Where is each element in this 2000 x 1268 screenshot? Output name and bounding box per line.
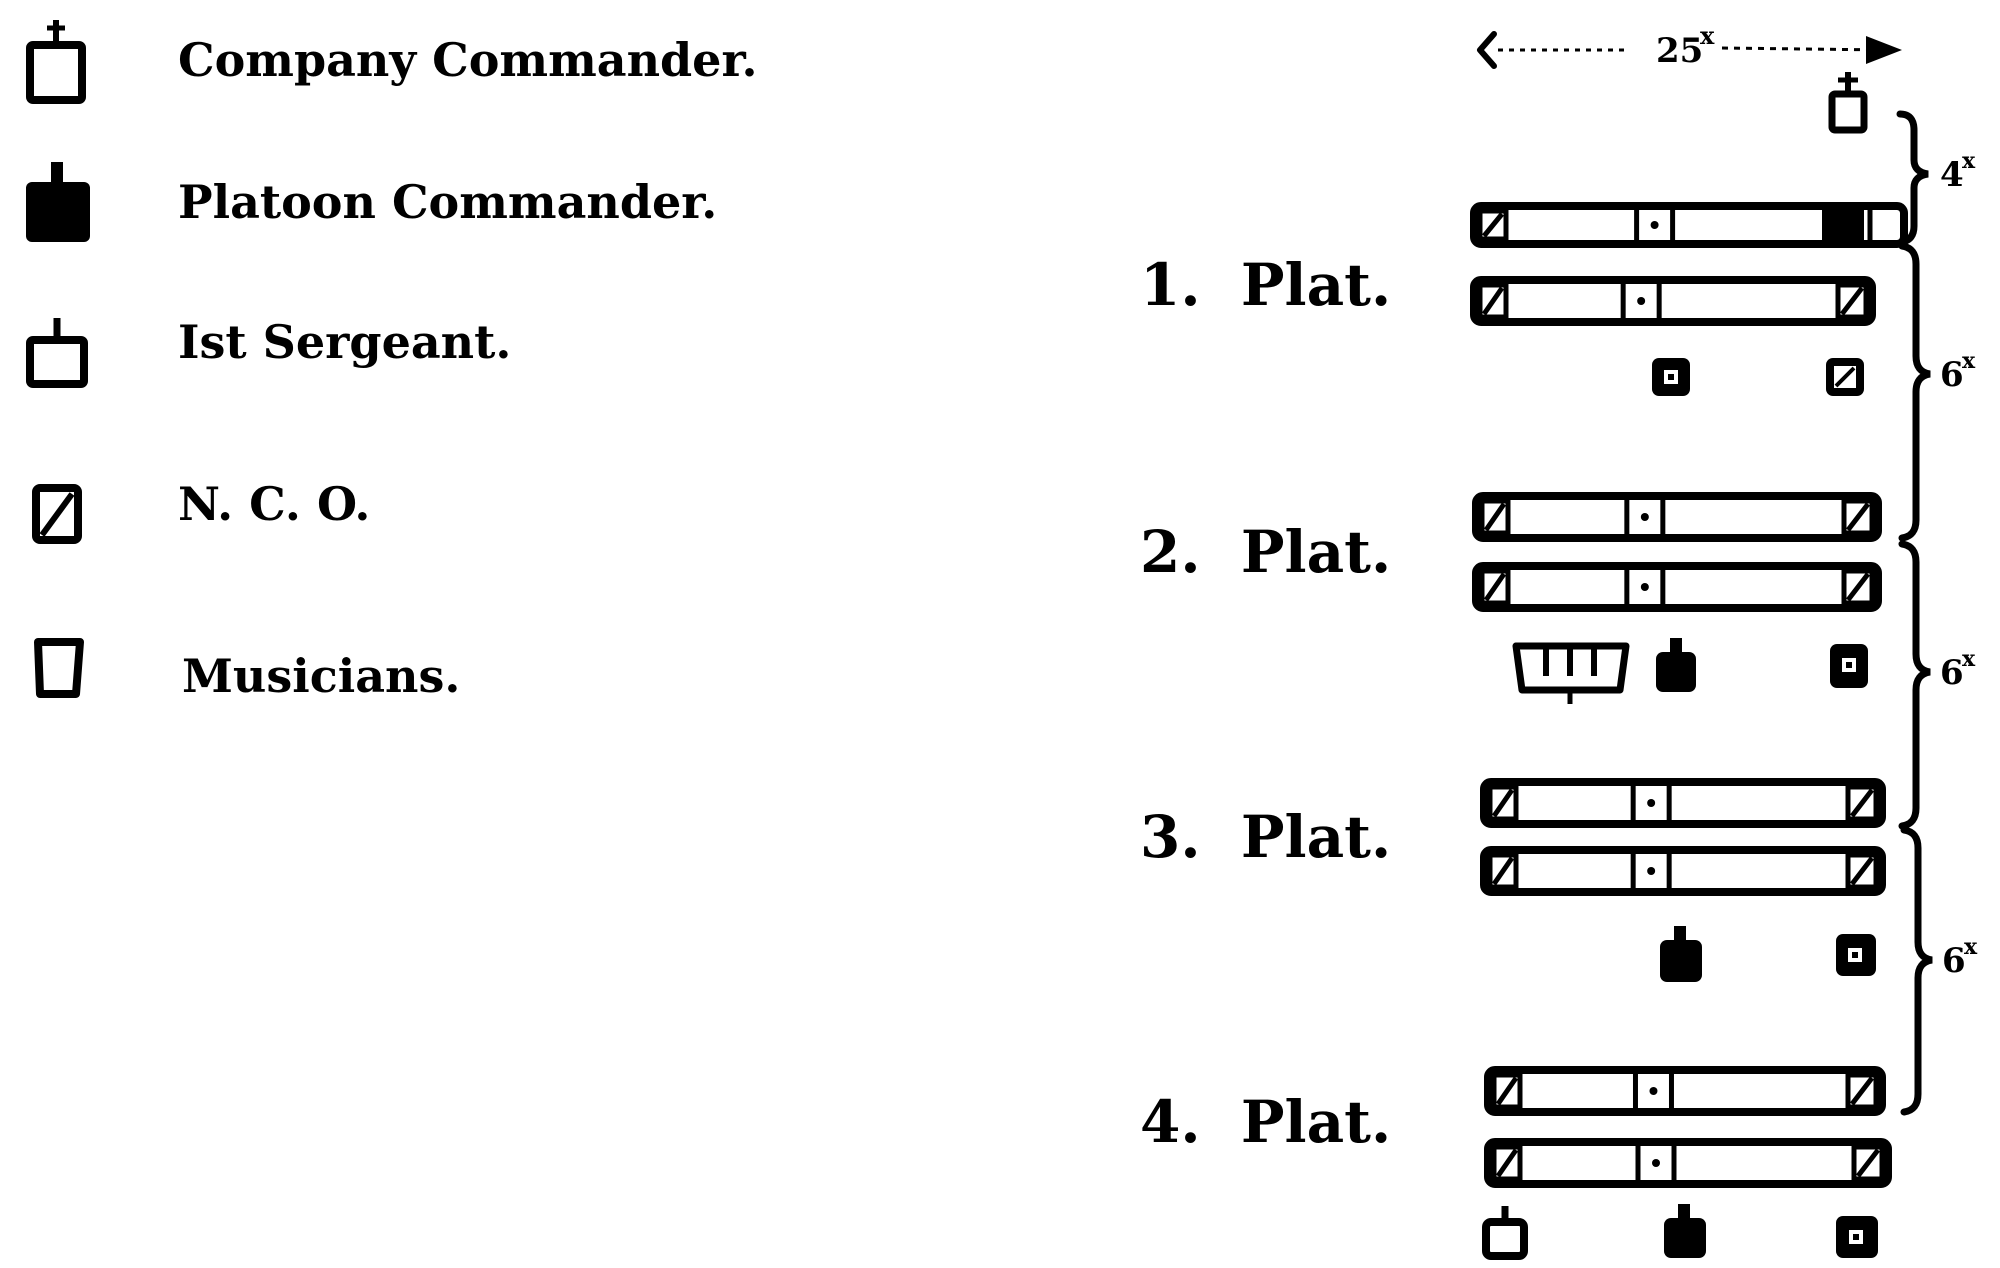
rank-right-commander-marker: [1822, 206, 1870, 244]
frontage-unit: x: [1700, 21, 1715, 50]
platoon-commander-marker: [1664, 1204, 1706, 1258]
rank-left-nco-marker: [1482, 571, 1508, 603]
rank-line: [1484, 850, 1882, 892]
rank-line: [1476, 566, 1878, 608]
legend-label-nco: N. C. O.: [178, 477, 371, 531]
platoon-label-2: 2. Plat.: [1140, 518, 1392, 586]
distance-unit-2: x: [1962, 348, 1976, 374]
rank-line: [1484, 782, 1882, 824]
rank-left-nco-marker: [1490, 787, 1516, 819]
first-sergeant-marker: [1830, 644, 1868, 688]
distance-value-3: 6: [1940, 653, 1964, 693]
distance-unit-3: x: [1962, 646, 1976, 672]
first-sergeant-marker: [1836, 934, 1876, 976]
company-commander-marker: [1832, 72, 1864, 130]
distance-braces: [1900, 114, 1978, 1112]
distance-brace-2: [1902, 246, 1930, 538]
distance-value-2: 6: [1940, 355, 1964, 395]
platoon-label-1: 1. Plat.: [1140, 251, 1392, 319]
rank-left-nco-marker: [1482, 501, 1508, 533]
rank-right-nco-marker: [1844, 501, 1872, 533]
frontage-arrow-right-line: [1722, 48, 1888, 50]
legend-label-first-sergeant: Ist Sergeant.: [178, 315, 512, 369]
nco-marker: [1826, 358, 1864, 396]
rank-left-nco-marker: [1494, 1075, 1520, 1107]
musicians-group-icon: [1516, 646, 1626, 704]
rank-left-nco-marker: [1490, 855, 1516, 887]
rank-center-guide-marker: [1638, 1142, 1674, 1184]
legend-label-company-commander: Company Commander.: [178, 33, 758, 87]
rank-right-nco-marker: [1848, 787, 1876, 819]
rank-left-nco-marker: [1480, 211, 1506, 239]
first-sergeant-marker: [1486, 1206, 1524, 1256]
legend-label-platoon-commander: Platoon Commander.: [178, 175, 718, 229]
first-sergeant-icon: [30, 318, 84, 384]
rank-right-nco-marker: [1854, 1147, 1882, 1179]
frontage-label: 25: [1656, 31, 1704, 71]
rank-right-nco-marker: [1844, 571, 1872, 603]
distance-unit-1: x: [1962, 148, 1976, 174]
rank-center-guide-marker: [1623, 280, 1659, 322]
legend-label-musicians: Musicians.: [182, 649, 461, 703]
distance-brace-4: [1904, 830, 1932, 1112]
musician-icon: [38, 642, 80, 694]
rank-center-guide-marker: [1627, 496, 1663, 538]
first-sergeant-marker: [1836, 1216, 1878, 1258]
rank-line: [1474, 206, 1904, 244]
rank-line: [1488, 1142, 1888, 1184]
distance-value-4: 6: [1942, 941, 1966, 981]
rank-center-guide-marker: [1637, 206, 1673, 244]
rank-line: [1474, 280, 1872, 322]
distance-value-1: 4: [1940, 155, 1964, 195]
legend: [26, 20, 757, 703]
platoon-ranks: [1474, 206, 1904, 1184]
rank-center-guide-marker: [1635, 1070, 1671, 1112]
platoon-commander-marker: [1660, 926, 1702, 982]
frontage-dimension: [1480, 21, 1902, 71]
nco-icon: [36, 488, 78, 540]
rank-line: [1488, 1070, 1882, 1112]
platoon-commander-icon: [26, 162, 90, 242]
rank-line: [1476, 496, 1878, 538]
rank-left-nco-marker: [1480, 285, 1506, 317]
rank-center-guide-marker: [1627, 566, 1663, 608]
distance-unit-4: x: [1964, 934, 1978, 960]
rank-right-nco-marker: [1848, 855, 1876, 887]
frontage-arrow-right-head: [1866, 36, 1902, 64]
frontage-arrow-left-head: [1480, 34, 1494, 66]
rank-center-guide-marker: [1633, 850, 1669, 892]
rank-center-guide-marker: [1633, 782, 1669, 824]
platoon-labels: [1140, 251, 1391, 1156]
rank-left-nco-marker: [1494, 1147, 1520, 1179]
platoon-commander-marker: [1656, 638, 1696, 692]
platoon-label-4: 4. Plat.: [1140, 1088, 1392, 1156]
platoon-label-3: 3. Plat.: [1140, 803, 1392, 871]
first-sergeant-marker: [1652, 358, 1690, 396]
company-commander-icon: [30, 20, 82, 100]
distance-brace-3: [1902, 544, 1930, 826]
rank-right-nco-marker: [1848, 1075, 1876, 1107]
rank-right-nco-marker: [1838, 285, 1866, 317]
